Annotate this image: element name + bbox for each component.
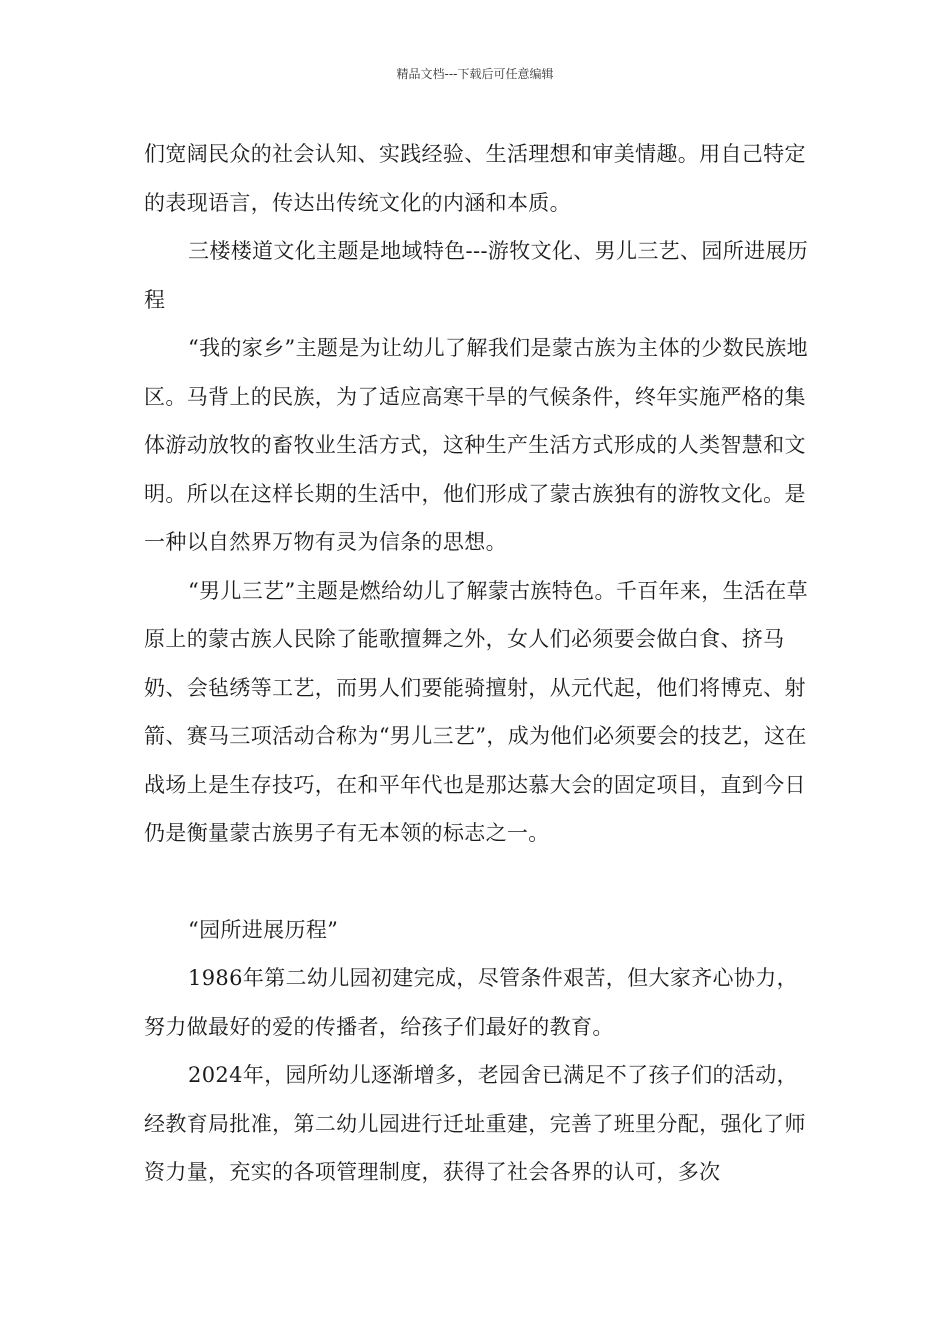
paragraph-three-manly-skills: “男儿三艺”主题是燃给幼儿了解蒙古族特色。千百年来，生活在草原上的蒙古族人民除了能歌擅舞之外，女人们必须要会做白食、挤马奶、会毡绣等工艺，而男人们要能骑擅射，从元代起，他们将博克、射箭、赛马三项活动合称为“男儿三艺”，成为他们必须要会的技艺，这在战场上是生存技巧，在和平年代也是那达慕大会的固定项目，直到今日仍是衡量蒙古族男子有无本领的标志之一。	[144, 578, 808, 845]
paragraph-cultural-connotation: 们宽阔民众的社会认知、实践经验、生活理想和审美情趣。用自己特定的表现语言，传达出传统文化的内涵和本质。	[144, 142, 806, 215]
paragraph-third-floor-theme: 三楼楼道文化主题是地域特色---游牧文化、男儿三艺、园所进展历程	[144, 239, 809, 312]
paragraph-history-2024: 2024年，园所幼儿逐渐增多，老园舍已满足不了孩子们的活动，经教育局批准，第二幼儿园进行迁址重建，完善了班里分配，强化了师资力量，充实的各项管理制度，获得了社会各界的认可，多次	[144, 1063, 806, 1184]
section-heading-kindergarten-history: “园所进展历程”	[188, 917, 339, 942]
paragraph-my-hometown: “我的家乡”主题是为让幼儿了解我们是蒙古族为主体的少数民族地区。马背上的民族，为了适应高寒干旱的气候条件，终年实施严格的集体游动放牧的畜牧业生活方式，这种生产生活方式形成的人类智慧和文明。所以在这样长期的生活中，他们形成了蒙古族独有的游牧文化。是一种以自然界万物有灵为信条的思想。	[144, 336, 808, 554]
page-header: 精品文档---下载后可任意编辑	[396, 67, 554, 81]
document-body	[144, 130, 814, 1197]
paragraph-spacer	[144, 858, 814, 906]
paragraph-history-1986: 1986年第二幼儿园初建完成，尽管条件艰苦，但大家齐心协力，努力做最好的爱的传播者，给孩子们最好的教育。	[144, 966, 798, 1039]
